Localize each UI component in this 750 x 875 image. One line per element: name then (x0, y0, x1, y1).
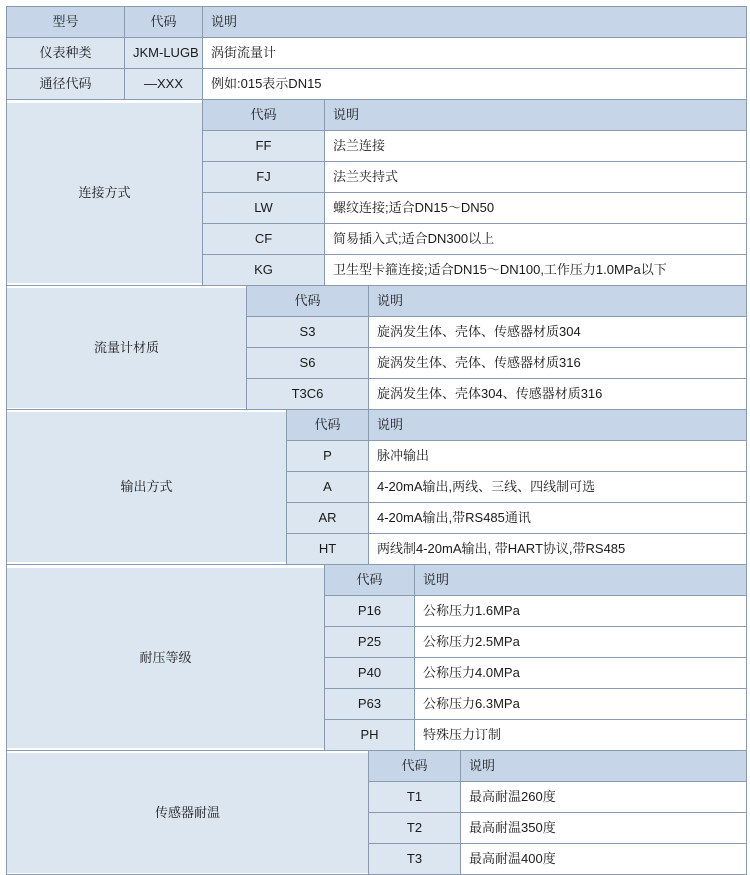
code-t2: T2 (369, 813, 461, 844)
table-row (7, 38, 747, 69)
section-header-row-material (7, 286, 747, 317)
section-name-temperature: 传感器耐温 (7, 753, 368, 873)
row-name-bore-code: 通径代码 (7, 69, 125, 100)
subheader-code-temperature: 代码 (369, 751, 461, 782)
code-cf: CF (203, 224, 325, 255)
code-ff: FF (203, 131, 325, 162)
code-ht: HT (287, 534, 369, 565)
desc-p40: 公称压力4.0MPa (415, 658, 747, 689)
code-t1: T1 (369, 782, 461, 813)
row-desc-bore-code: 例如:015表示DN15 (203, 69, 747, 100)
code-s3: S3 (247, 317, 369, 348)
code-p25: P25 (325, 627, 415, 658)
code-p16: P16 (325, 596, 415, 627)
code-a: A (287, 472, 369, 503)
header-desc: 说明 (203, 7, 747, 38)
desc-s6: 旋涡发生体、壳体、传感器材质316 (369, 348, 747, 379)
row-name-instrument-type: 仪表种类 (7, 38, 125, 69)
desc-ff: 法兰连接 (325, 131, 747, 162)
desc-p: 脉冲输出 (369, 441, 747, 472)
code-p: P (287, 441, 369, 472)
desc-p25: 公称压力2.5MPa (415, 627, 747, 658)
desc-t3c6: 旋涡发生体、壳体304、传感器材质316 (369, 379, 747, 410)
desc-s3: 旋涡发生体、壳体、传感器材质304 (369, 317, 747, 348)
subheader-desc-temperature: 说明 (461, 751, 747, 782)
subheader-desc-connection: 说明 (325, 100, 747, 131)
section-name-connection: 连接方式 (7, 103, 202, 283)
desc-t3: 最高耐温400度 (461, 844, 747, 875)
header-code: 代码 (125, 7, 203, 38)
code-p63: P63 (325, 689, 415, 720)
code-kg: KG (203, 255, 325, 286)
table-row (7, 69, 747, 100)
section-name-output: 输出方式 (7, 412, 286, 562)
section-name-pressure: 耐压等级 (7, 568, 324, 748)
header-model: 型号 (7, 7, 125, 38)
desc-ar: 4-20mA输出,带RS485通讯 (369, 503, 747, 534)
subheader-code-connection: 代码 (203, 100, 325, 131)
code-t3c6: T3C6 (247, 379, 369, 410)
desc-t2: 最高耐温350度 (461, 813, 747, 844)
table-header-row (7, 7, 747, 38)
code-fj: FJ (203, 162, 325, 193)
section-header-row-temperature (7, 751, 747, 782)
row-code-bore-code: —XXX (125, 69, 203, 100)
desc-ph: 特殊压力订制 (415, 720, 747, 751)
code-lw: LW (203, 193, 325, 224)
subheader-desc-pressure: 说明 (415, 565, 747, 596)
code-p40: P40 (325, 658, 415, 689)
model-selection-table (6, 6, 747, 875)
subheader-code-pressure: 代码 (325, 565, 415, 596)
section-label-cell-output (7, 410, 287, 565)
section-name-material: 流量计材质 (7, 288, 246, 408)
subheader-desc-material: 说明 (369, 286, 747, 317)
code-ar: AR (287, 503, 369, 534)
subheader-code-output: 代码 (287, 410, 369, 441)
desc-t1: 最高耐温260度 (461, 782, 747, 813)
section-header-row-connection (7, 100, 747, 131)
code-t3: T3 (369, 844, 461, 875)
section-header-row-pressure (7, 565, 747, 596)
subheader-desc-output: 说明 (369, 410, 747, 441)
desc-p16: 公称压力1.6MPa (415, 596, 747, 627)
desc-kg: 卫生型卡箍连接;适合DN15～DN100,工作压力1.0MPa以下 (325, 255, 747, 286)
row-desc-instrument-type: 涡街流量计 (203, 38, 747, 69)
desc-ht: 两线制4-20mA输出, 带HART协议,带RS485 (369, 534, 747, 565)
desc-p63: 公称压力6.3MPa (415, 689, 747, 720)
code-s6: S6 (247, 348, 369, 379)
desc-lw: 螺纹连接;适合DN15～DN50 (325, 193, 747, 224)
subheader-code-material: 代码 (247, 286, 369, 317)
desc-fj: 法兰夹持式 (325, 162, 747, 193)
desc-cf: 简易插入式;适合DN300以上 (325, 224, 747, 255)
code-ph: PH (325, 720, 415, 751)
section-header-row-output (7, 410, 747, 441)
row-code-instrument-type: JKM-LUGB (125, 38, 203, 69)
section-label-cell-temperature (7, 751, 369, 875)
section-label-cell-connection (7, 100, 203, 286)
section-label-cell-pressure (7, 565, 325, 751)
desc-a: 4-20mA输出,两线、三线、四线制可选 (369, 472, 747, 503)
section-label-cell-material (7, 286, 247, 410)
